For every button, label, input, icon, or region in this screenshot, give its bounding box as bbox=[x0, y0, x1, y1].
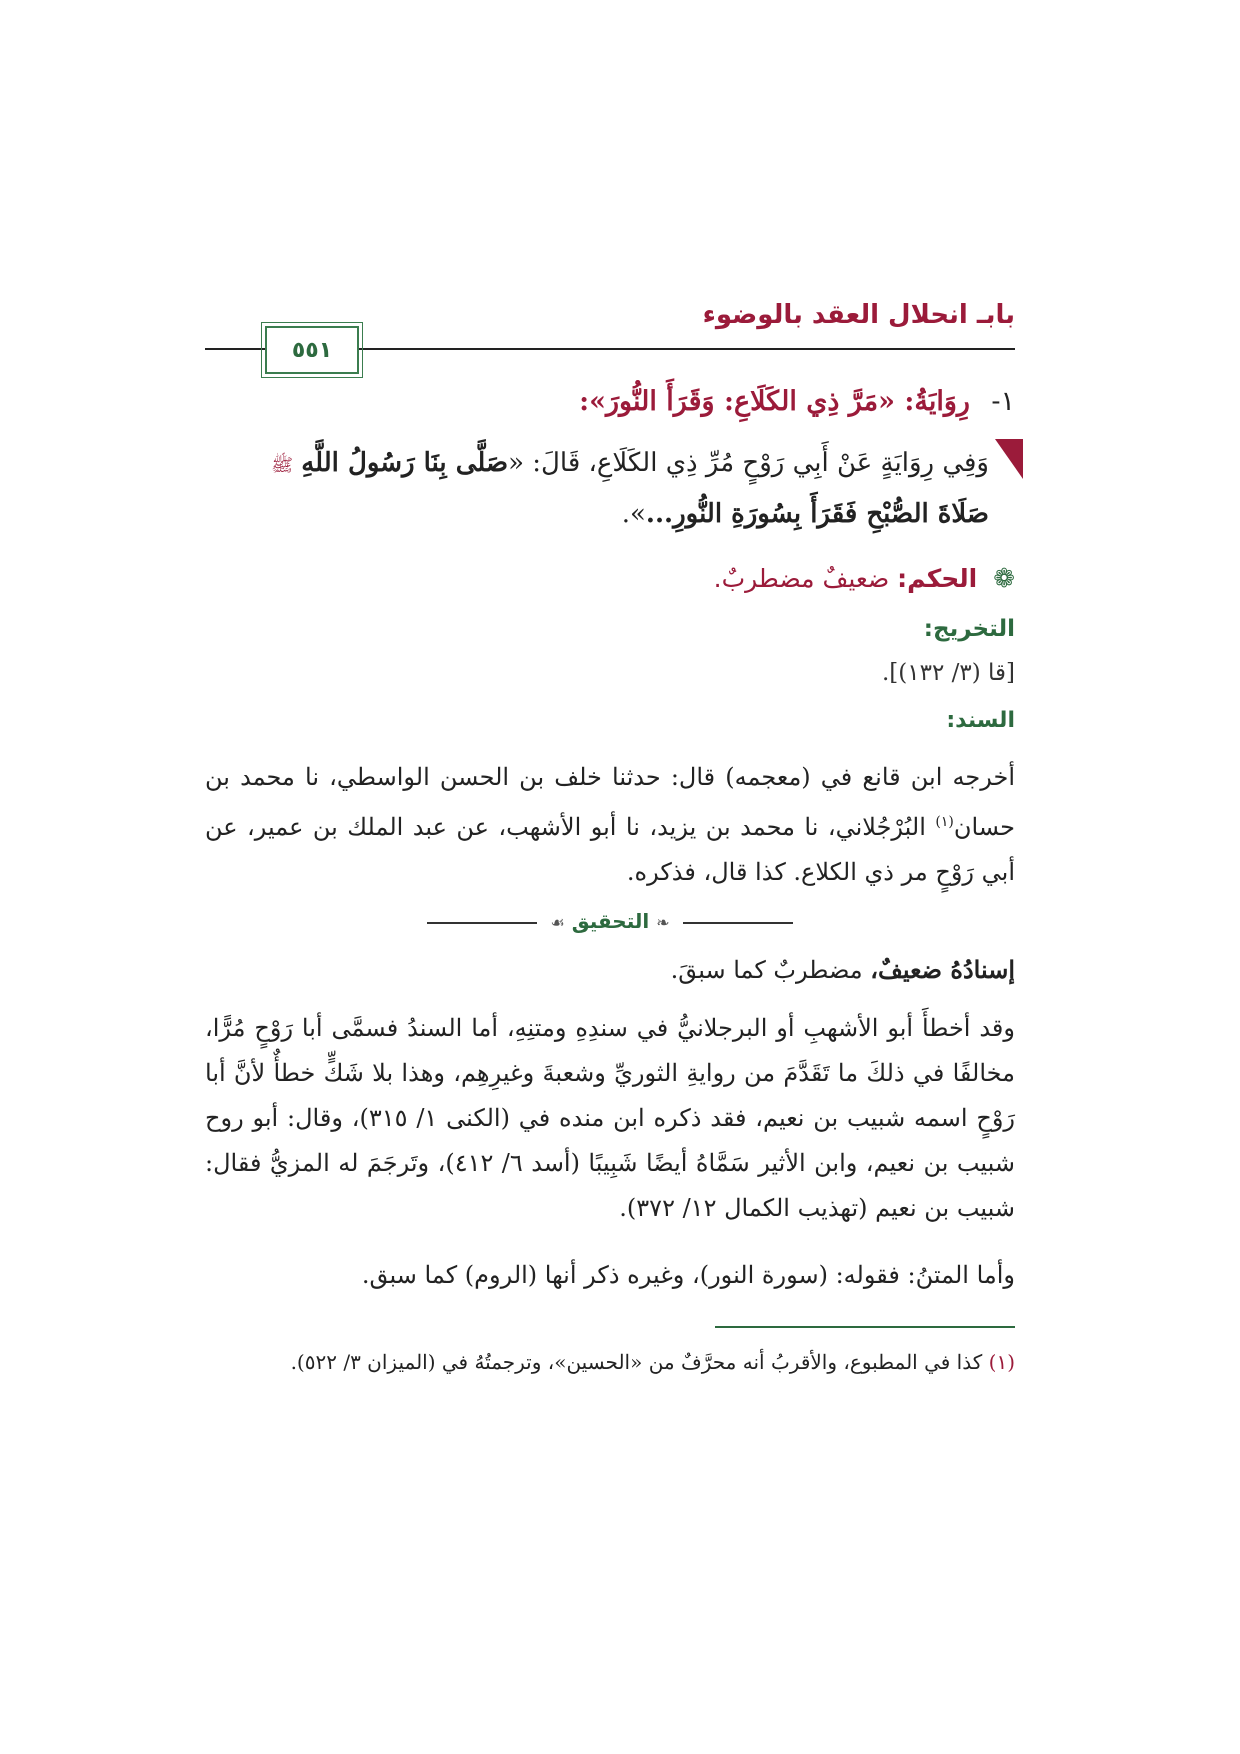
footnote-text: كذا في المطبوع، والأقربُ أنه محرَّفٌ من «الحسين»، وترجمتُهُ في (الميزان ٣/ ٥٢٢). bbox=[290, 1350, 989, 1374]
sanad-paragraph bbox=[205, 755, 1015, 895]
book-page bbox=[205, 300, 1015, 1380]
hadith-bold-1: صَلَّى بِنَا رَسُولُ اللَّهِ bbox=[301, 448, 509, 478]
salawat-glyph: ﷺ bbox=[271, 455, 293, 476]
sanad-heading: السند: bbox=[946, 708, 1015, 733]
section-title-text: رِوَايَةُ: «مَرَّ ذِي الكَلَاعِ: وَقَرَأَ النُّورَ»: bbox=[579, 386, 970, 417]
footnote bbox=[205, 1344, 1015, 1380]
sanad-text: أخرجه ابن قانع في (معجمه) قال: حدثنا خلف بن الحسن الواسطي، نا محمد بن حسان bbox=[205, 763, 1015, 841]
divider-line bbox=[427, 922, 537, 924]
section-title bbox=[205, 386, 1015, 417]
isnad-verdict bbox=[205, 955, 1015, 984]
tahqiq-divider bbox=[205, 909, 1015, 933]
page-number-box bbox=[265, 326, 359, 374]
ruling-label: الحكم: bbox=[897, 564, 978, 593]
ornament-icon: ❧ bbox=[656, 913, 670, 932]
ornament-icon: ☙ bbox=[550, 913, 565, 932]
footnote-number: (١) bbox=[988, 1350, 1015, 1374]
ruling-value: ضعيفٌ مضطربٌ. bbox=[713, 564, 890, 593]
page-number: ٥٥١ bbox=[291, 337, 333, 363]
hadith-end: ». bbox=[621, 499, 646, 529]
divider-line bbox=[683, 922, 793, 924]
isnad-rest: مضطربٌ كما سبقَ. bbox=[670, 956, 871, 984]
hadith-intro: وَفِي رِوَايَةٍ عَنْ أَبِي رَوْحٍ مُرِّ ذِي الكَلَاعِ، قَالَ: « bbox=[508, 448, 989, 478]
chapter-title: بابـ انحلال العقد بالوضوء bbox=[702, 300, 1015, 330]
hadith-bold-2: صَلَاةَ الصُّبْحِ فَقَرَأَ بِسُورَةِ النُّورِ... bbox=[645, 499, 989, 529]
analysis-paragraph: وقد أخطأَ أبو الأشهبِ أو البرجلانيُّ في سندِهِ ومتنِهِ، أما السندُ فسمَّى أبا رَوْحٍ مُرًّا، مخالفًا في ذلكَ ما تَقَدَّمَ من روايةِ الثوريِّ وشعبةَ وغيرِهِم، وهذا بلا شَكٍّ خطأٌ لأنَّ أبا رَوْحٍ اسمه شبيب بن نعيم، فقد ذكره ابن منده في (الكنى ١/ ٣١٥)، وقال: أبو روح شبيب بن نعيم، وابن الأثير سَمَّاهُ أيضًا شَبِيبًا (أسد ٦/ ٤١٢)، وتَرجَمَ له المزيُّ فقال: شبيب بن نعيم (تهذيب الكمال ١٢/ ٣٧٢). bbox=[205, 1014, 1015, 1222]
ruling bbox=[205, 564, 1015, 594]
hadith-text bbox=[205, 439, 1015, 538]
takhrij-ref: [قا (٣/ ١٣٢)]. bbox=[881, 660, 1015, 686]
isnad-bold: إسنادُهُ ضعيفٌ، bbox=[870, 955, 1015, 984]
section-number: ١- bbox=[991, 386, 1015, 417]
sanad-text-cont: البُرْجُلاني، نا محمد بن يزيد، نا أبو الأشهب، عن عبد الملك بن عمير، عن أبي رَوْحٍ مر ذي الكلاع. كذا قال، فذكره. bbox=[205, 813, 1015, 886]
flower-ornament-icon: ❁ bbox=[993, 564, 1015, 594]
tahqiq-heading: التحقيق bbox=[571, 909, 650, 933]
matn-paragraph: وأما المتنُ: فقوله: (سورة النور)، وغيره ذكر أنها (الروم) كما سبق. bbox=[361, 1261, 1015, 1289]
footnote-marker[interactable]: (١) bbox=[935, 814, 954, 830]
hadith-corner-mark bbox=[995, 439, 1023, 479]
page-header bbox=[205, 300, 1015, 362]
takhrij-heading: التخريج: bbox=[923, 616, 1015, 642]
footnote-rule bbox=[715, 1326, 1015, 1328]
